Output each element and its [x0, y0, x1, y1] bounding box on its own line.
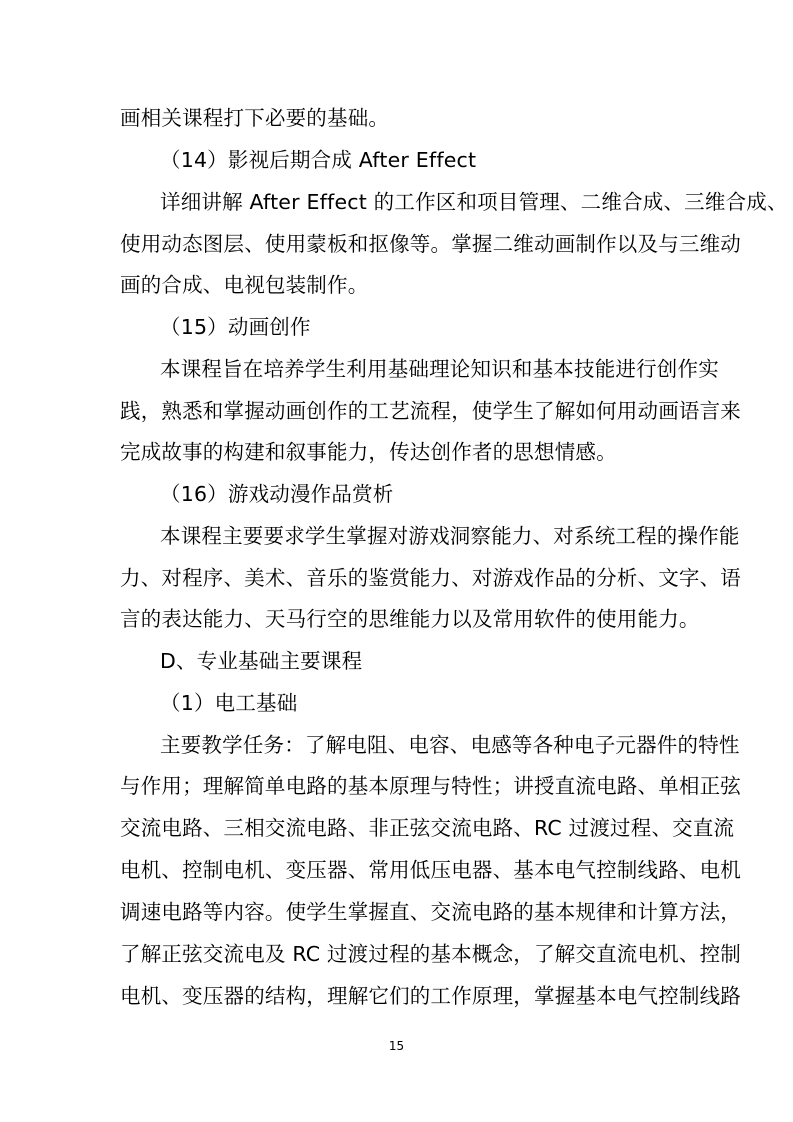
section-heading: （14）影视后期合成 After Effect — [160, 148, 477, 172]
text-line: 践，熟悉和掌握动画创作的工艺流程，使学生了解如何用动画语言来 — [120, 399, 741, 423]
text-line: 力、对程序、美术、音乐的鉴赏能力、对游戏作品的分析、文字、语 — [120, 566, 741, 590]
text-line: 言的表达能力、天马行空的思维能力以及常用软件的使用能力。 — [120, 607, 700, 631]
text-line: 交流电路、三相交流电路、非正弦交流电路、RC 过渡过程、交直流 — [120, 816, 735, 840]
text-line: 画的合成、电视包装制作。 — [120, 273, 369, 297]
text-line: 使用动态图层、使用蒙板和抠像等。掌握二维动画制作以及与三维动 — [120, 232, 741, 256]
text-line: 主要教学任务：了解电阻、电容、电感等各种电子元器件的特性 — [160, 733, 740, 757]
page-number: 15 — [388, 1039, 405, 1053]
section-heading: （1）电工基础 — [160, 691, 298, 715]
text-line: 电机、控制电机、变压器、常用低压电器、基本电气控制线路、电机 — [120, 858, 741, 882]
text-line: 本课程主要要求学生掌握对游戏洞察能力、对系统工程的操作能 — [160, 524, 740, 548]
text-line: 本课程旨在培养学生利用基础理论知识和基本技能进行创作实 — [160, 357, 719, 381]
section-heading: （15）动画创作 — [160, 315, 311, 339]
section-heading: （16）游戏动漫作品赏析 — [160, 482, 394, 506]
text-line: 调速电路等内容。使学生掌握直、交流电路的基本规律和计算方法， — [120, 900, 741, 924]
section-heading: D、专业基础主要课程 — [160, 649, 363, 673]
text-line: 详细讲解 After Effect 的工作区和项目管理、二维合成、三维合成、 — [160, 190, 788, 214]
text-line: 完成故事的构建和叙事能力，传达创作者的思想情感。 — [120, 440, 617, 464]
text-line: 与作用；理解简单电路的基本原理与特性；讲授直流电路、单相正弦 — [120, 774, 741, 798]
text-line: 画相关课程打下必要的基础。 — [120, 106, 390, 130]
text-line: 电机、变压器的结构，理解它们的工作原理，掌握基本电气控制线路 — [120, 984, 741, 1008]
text-line: 了解正弦交流电及 RC 过渡过程的基本概念，了解交直流电机、控制 — [120, 942, 741, 966]
